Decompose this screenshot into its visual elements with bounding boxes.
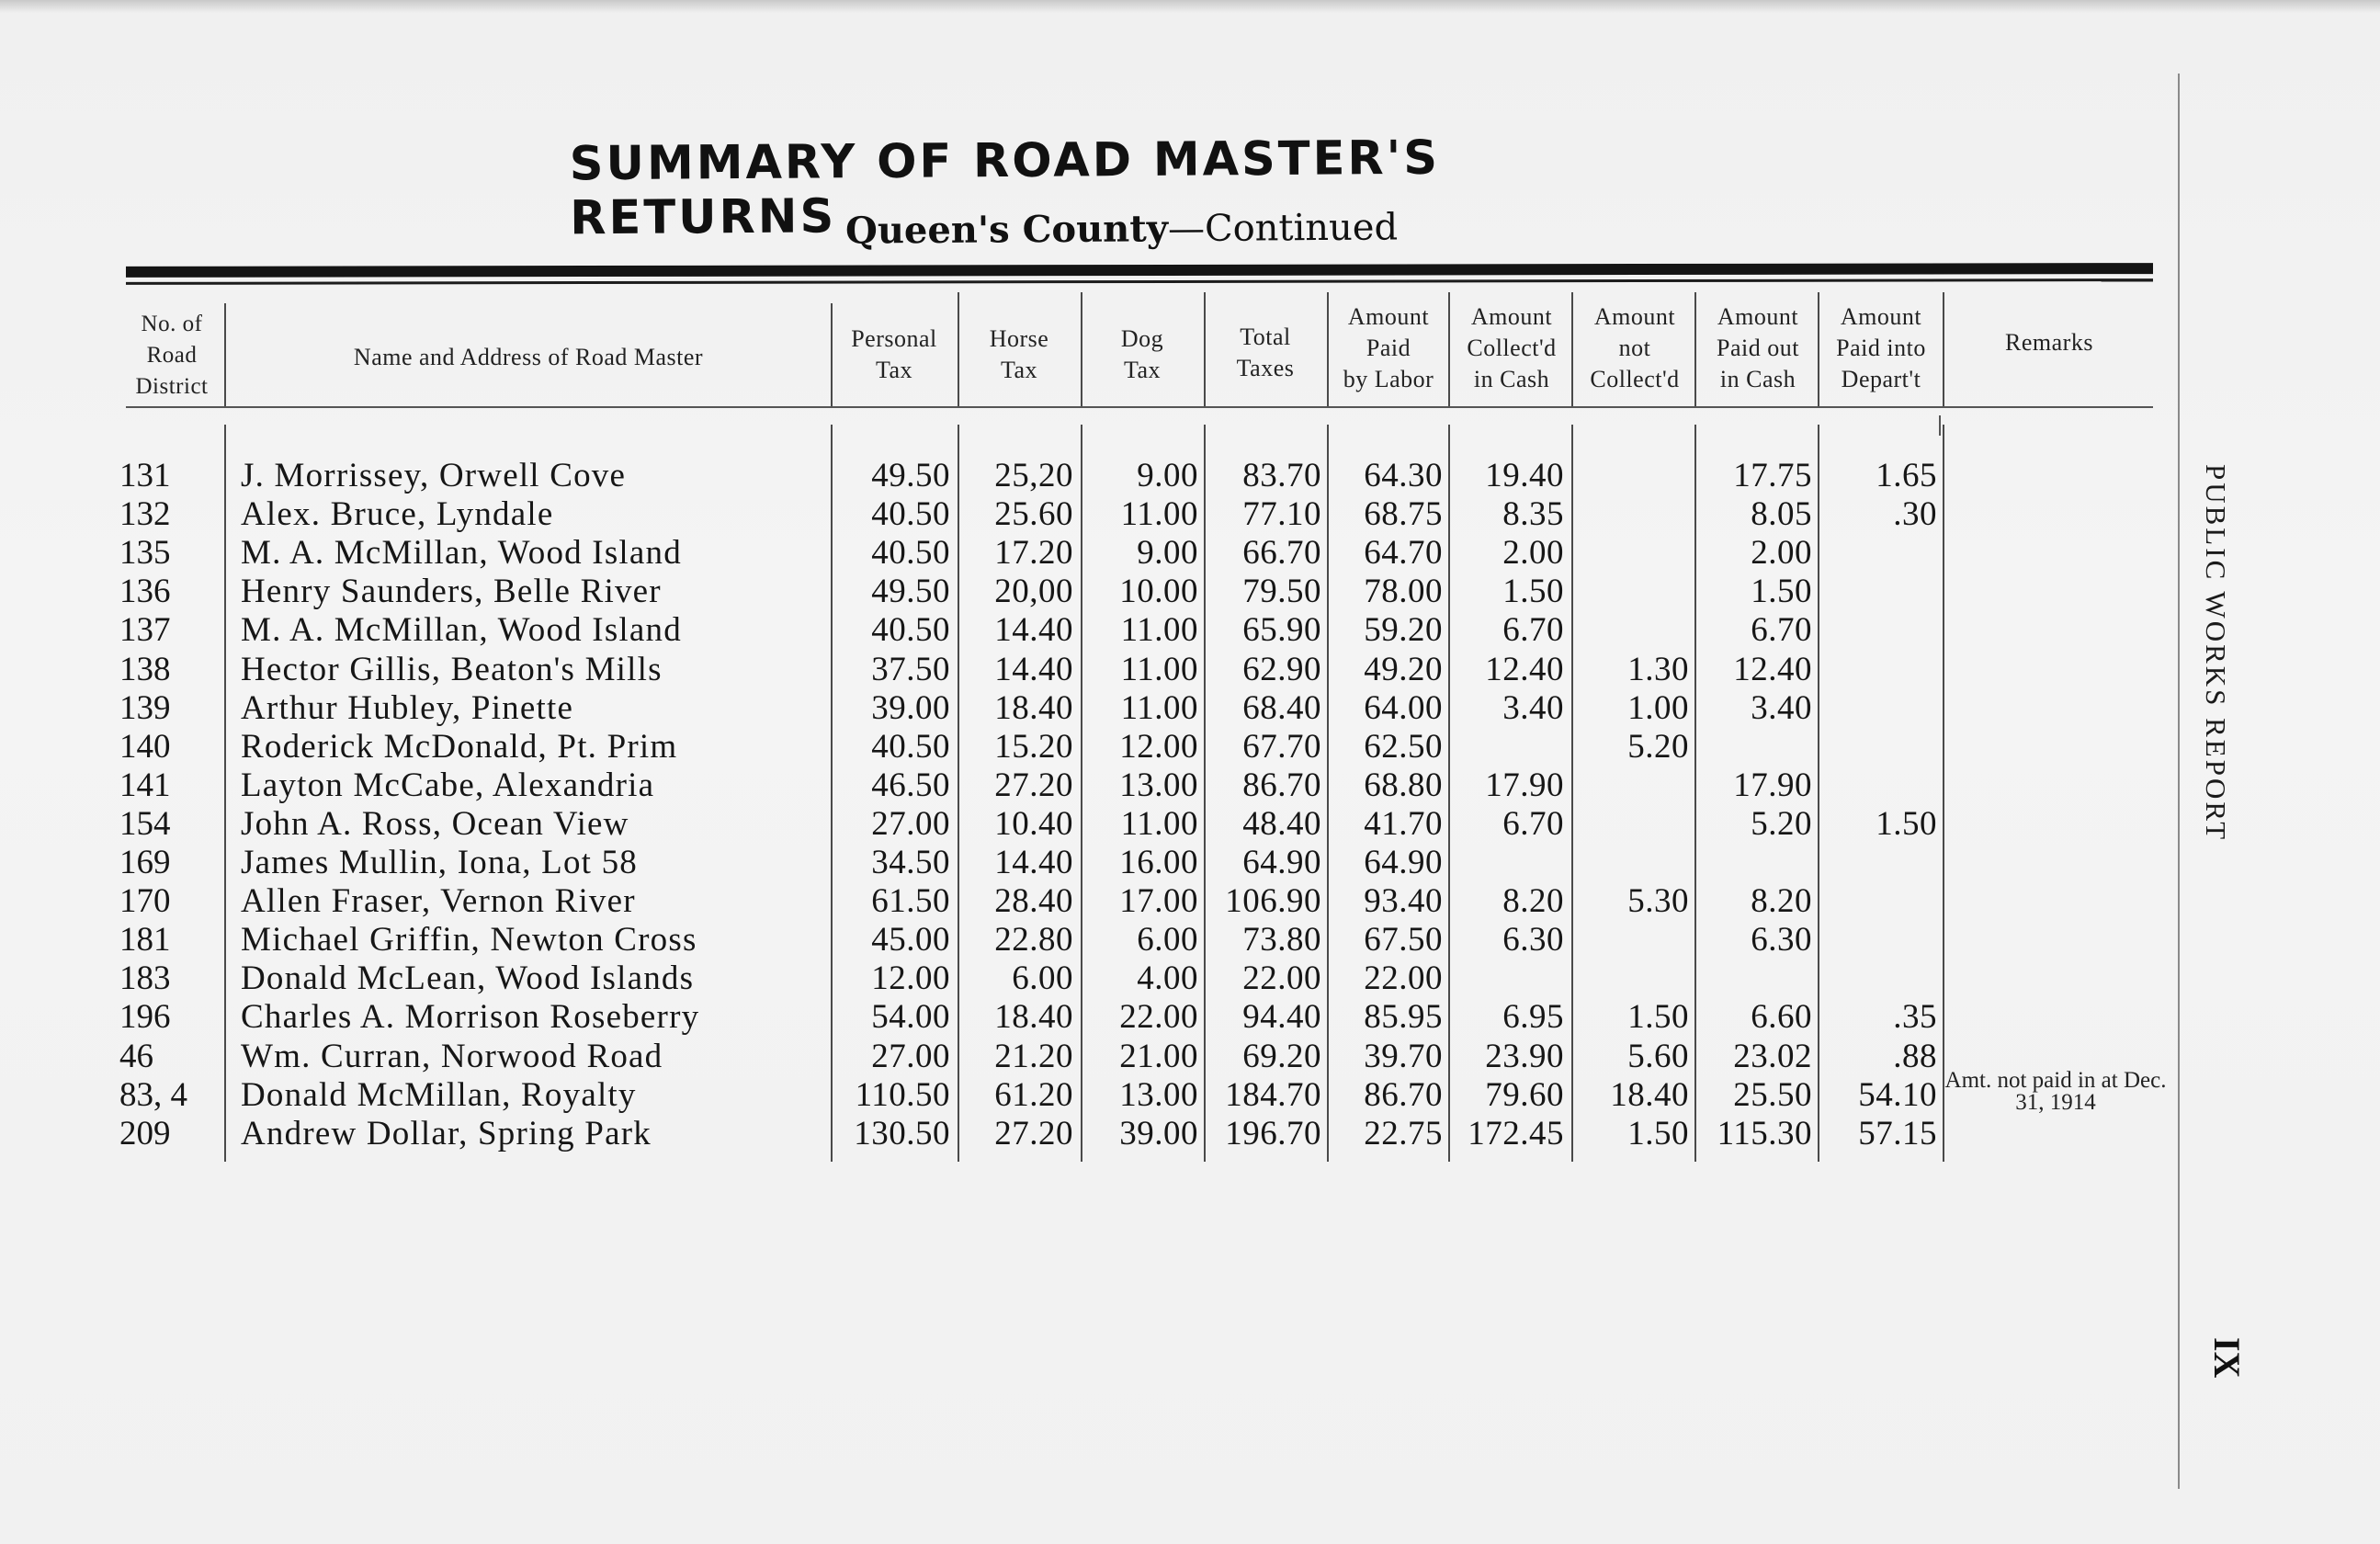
cell-district: 136 bbox=[119, 573, 171, 611]
cell-dog-tax: 4.00 bbox=[1137, 959, 1198, 998]
table-row bbox=[0, 1115, 2114, 1153]
cell-district: 170 bbox=[119, 882, 171, 921]
cell-total-taxes: 184.70 bbox=[1225, 1075, 1321, 1114]
cell-name: Allen Fraser, Vernon River bbox=[241, 882, 636, 921]
cell-paid-by-labor: 78.00 bbox=[1364, 573, 1443, 611]
cell-not-collected: 18.40 bbox=[1610, 1075, 1689, 1114]
cell-total-taxes: 22.00 bbox=[1242, 959, 1321, 998]
cell-name: M. A. McMillan, Wood Island bbox=[241, 534, 682, 573]
cell-paid-out-cash: 6.30 bbox=[1751, 921, 1812, 959]
cell-paid-out-cash: 8.05 bbox=[1751, 495, 1812, 534]
cell-district: 135 bbox=[119, 534, 171, 573]
cell-paid-into-dept: 1.50 bbox=[1876, 804, 1937, 843]
cell-name: James Mullin, Iona, Lot 58 bbox=[241, 844, 638, 881]
cell-total-taxes: 48.40 bbox=[1242, 804, 1321, 843]
cell-horse-tax: 15.20 bbox=[994, 727, 1073, 766]
cell-paid-out-cash: 6.60 bbox=[1751, 998, 1812, 1037]
cell-collected-cash: 6.30 bbox=[1502, 921, 1564, 959]
cell-horse-tax: 61.20 bbox=[994, 1075, 1073, 1114]
cell-horse-tax: 14.40 bbox=[994, 844, 1073, 881]
table-row bbox=[0, 766, 2114, 805]
cell-collected-cash: 6.70 bbox=[1502, 804, 1564, 843]
cell-total-taxes: 62.90 bbox=[1242, 650, 1321, 688]
cell-paid-into-dept: 54.10 bbox=[1858, 1075, 1937, 1114]
cell-total-taxes: 73.80 bbox=[1242, 921, 1321, 959]
cell-district: 132 bbox=[119, 495, 171, 534]
cell-paid-out-cash: 6.70 bbox=[1751, 611, 1812, 650]
col-header-total-taxes: Total Taxes bbox=[1236, 324, 1295, 381]
cell-dog-tax: 13.00 bbox=[1119, 1075, 1198, 1114]
cell-paid-out-cash: 5.20 bbox=[1751, 804, 1812, 843]
cell-district: 140 bbox=[119, 727, 171, 766]
cell-paid-by-labor: 93.40 bbox=[1364, 882, 1443, 921]
header-divider bbox=[1571, 292, 1573, 406]
cell-dog-tax: 10.00 bbox=[1119, 573, 1198, 611]
col-header-paid-by-labor: Amount Paid by Labor bbox=[1343, 303, 1434, 392]
table-row bbox=[0, 651, 2114, 689]
cell-not-collected: 1.00 bbox=[1627, 688, 1689, 727]
cell-personal-tax: 110.50 bbox=[855, 1075, 950, 1114]
table-row bbox=[0, 882, 2114, 921]
cell-total-taxes: 83.70 bbox=[1242, 457, 1321, 494]
header-divider bbox=[1081, 292, 1082, 406]
cell-total-taxes: 79.50 bbox=[1242, 573, 1321, 611]
table-row bbox=[0, 805, 2114, 844]
table-row bbox=[0, 457, 2114, 495]
cell-name: Michael Griffin, Newton Cross bbox=[241, 921, 697, 959]
cell-personal-tax: 54.00 bbox=[871, 998, 950, 1037]
cell-district: 141 bbox=[119, 766, 171, 804]
cell-horse-tax: 18.40 bbox=[994, 688, 1073, 727]
cell-dog-tax: 17.00 bbox=[1119, 882, 1198, 921]
cell-paid-by-labor: 62.50 bbox=[1364, 727, 1443, 766]
header-divider bbox=[1204, 292, 1206, 406]
cell-paid-into-dept: .35 bbox=[1893, 998, 1937, 1037]
cell-name: Hector Gillis, Beaton's Mills bbox=[241, 650, 663, 688]
cell-name: Arthur Hubley, Pinette bbox=[241, 688, 574, 727]
cell-total-taxes: 94.40 bbox=[1242, 998, 1321, 1037]
table-row bbox=[0, 534, 2114, 573]
cell-paid-out-cash: 3.40 bbox=[1751, 688, 1812, 727]
cell-district: 46 bbox=[119, 1037, 153, 1075]
cell-name: Alex. Bruce, Lyndale bbox=[241, 495, 554, 534]
cell-district: 131 bbox=[119, 457, 171, 494]
cell-paid-out-cash: 12.40 bbox=[1733, 650, 1812, 688]
cell-total-taxes: 65.90 bbox=[1242, 611, 1321, 650]
table-row bbox=[0, 495, 2114, 534]
col-header-horse-tax: Horse Tax bbox=[989, 325, 1049, 383]
cell-dog-tax: 21.00 bbox=[1119, 1037, 1198, 1075]
cell-total-taxes: 66.70 bbox=[1242, 534, 1321, 573]
col-header-collected-cash: Amount Collect'd in Cash bbox=[1467, 303, 1557, 392]
cell-total-taxes: 77.10 bbox=[1242, 495, 1321, 534]
table-row bbox=[0, 1038, 2114, 1076]
cell-total-taxes: 196.70 bbox=[1225, 1114, 1321, 1152]
cell-name: Layton McCabe, Alexandria bbox=[241, 766, 655, 804]
header-thick-rule bbox=[126, 263, 2153, 278]
cell-paid-into-dept: .30 bbox=[1893, 495, 1937, 534]
subtitle-county: Queen's County bbox=[844, 207, 1169, 253]
cell-paid-by-labor: 59.20 bbox=[1364, 611, 1443, 650]
cell-paid-out-cash: 17.75 bbox=[1733, 457, 1812, 494]
table-row bbox=[0, 844, 2114, 882]
cell-horse-tax: 14.40 bbox=[994, 650, 1073, 688]
cell-not-collected: 5.60 bbox=[1627, 1037, 1689, 1075]
cell-paid-by-labor: 64.30 bbox=[1364, 457, 1443, 494]
table-row bbox=[0, 921, 2114, 959]
cell-collected-cash: 8.35 bbox=[1502, 495, 1564, 534]
cell-personal-tax: 40.50 bbox=[871, 495, 950, 534]
cell-collected-cash: 17.90 bbox=[1485, 766, 1564, 804]
cell-dog-tax: 11.00 bbox=[1120, 688, 1198, 727]
cell-paid-out-cash: 2.00 bbox=[1751, 534, 1812, 573]
cell-paid-out-cash: 23.02 bbox=[1733, 1037, 1812, 1075]
cell-paid-by-labor: 64.70 bbox=[1364, 534, 1443, 573]
table-row bbox=[0, 959, 2114, 998]
cell-collected-cash: 1.50 bbox=[1502, 573, 1564, 611]
cell-total-taxes: 106.90 bbox=[1225, 882, 1321, 921]
cell-collected-cash: 2.00 bbox=[1502, 534, 1564, 573]
col-header-personal-tax: Personal Tax bbox=[851, 325, 937, 383]
cell-personal-tax: 49.50 bbox=[871, 457, 950, 494]
cell-personal-tax: 61.50 bbox=[871, 882, 950, 921]
cell-collected-cash: 8.20 bbox=[1502, 882, 1564, 921]
cell-paid-by-labor: 22.00 bbox=[1364, 959, 1443, 998]
cell-paid-out-cash: 8.20 bbox=[1751, 882, 1812, 921]
cell-name: Wm. Curran, Norwood Road bbox=[241, 1037, 663, 1075]
cell-personal-tax: 45.00 bbox=[871, 921, 950, 959]
cell-collected-cash: 23.90 bbox=[1485, 1037, 1564, 1075]
header-divider bbox=[1943, 292, 1944, 406]
header-divider bbox=[1818, 292, 1819, 406]
cell-dog-tax: 11.00 bbox=[1120, 650, 1198, 688]
header-divider bbox=[1694, 292, 1696, 406]
cell-not-collected: 1.50 bbox=[1627, 1114, 1689, 1152]
cell-dog-tax: 22.00 bbox=[1119, 998, 1198, 1037]
cell-horse-tax: 27.20 bbox=[994, 766, 1073, 804]
cell-paid-out-cash: 25.50 bbox=[1733, 1075, 1812, 1114]
cell-collected-cash: 79.60 bbox=[1485, 1075, 1564, 1114]
cell-horse-tax: 20,00 bbox=[994, 573, 1073, 611]
cell-paid-by-labor: 85.95 bbox=[1364, 998, 1443, 1037]
cell-not-collected: 5.20 bbox=[1627, 727, 1689, 766]
table-row bbox=[0, 728, 2114, 766]
cell-personal-tax: 27.00 bbox=[871, 804, 950, 843]
cell-dog-tax: 11.00 bbox=[1120, 611, 1198, 650]
cell-collected-cash: 6.95 bbox=[1502, 998, 1564, 1037]
cell-name: Henry Saunders, Belle River bbox=[241, 573, 662, 611]
cell-personal-tax: 49.50 bbox=[871, 573, 950, 611]
cell-paid-by-labor: 67.50 bbox=[1364, 921, 1443, 959]
cell-name: Donald McLean, Wood Islands bbox=[241, 959, 695, 998]
cell-personal-tax: 40.50 bbox=[871, 611, 950, 650]
page-edge-shadow bbox=[0, 0, 2380, 13]
cell-district: 181 bbox=[119, 921, 171, 959]
cell-total-taxes: 64.90 bbox=[1242, 844, 1321, 881]
cell-collected-cash: 19.40 bbox=[1485, 457, 1564, 494]
cell-paid-out-cash: 115.30 bbox=[1717, 1114, 1812, 1152]
cell-name: Charles A. Morrison Roseberry bbox=[241, 998, 700, 1037]
col-header-paid-into-dept: Amount Paid into Depart't bbox=[1836, 303, 1926, 392]
cell-personal-tax: 37.50 bbox=[871, 650, 950, 688]
col-header-paid-out-cash: Amount Paid out in Cash bbox=[1717, 303, 1799, 392]
header-divider bbox=[224, 303, 226, 406]
col-header-not-collected: Amount not Collect'd bbox=[1590, 303, 1680, 392]
cell-horse-tax: 17.20 bbox=[994, 534, 1073, 573]
remark-note: Amt. not paid in at Dec. 31, 1914 bbox=[1944, 1068, 2167, 1115]
cell-paid-by-labor: 64.00 bbox=[1364, 688, 1443, 727]
cell-district: 154 bbox=[119, 804, 171, 843]
cell-horse-tax: 27.20 bbox=[994, 1114, 1073, 1152]
col-header-remarks: Remarks bbox=[2005, 329, 2093, 356]
cell-paid-into-dept: 1.65 bbox=[1876, 457, 1937, 494]
cell-paid-by-labor: 39.70 bbox=[1364, 1037, 1443, 1075]
cell-horse-tax: 18.40 bbox=[994, 998, 1073, 1037]
cell-not-collected: 1.50 bbox=[1627, 998, 1689, 1037]
cell-district: 139 bbox=[119, 688, 171, 727]
cell-district: 83, 4 bbox=[119, 1075, 187, 1114]
cell-paid-by-labor: 64.90 bbox=[1364, 844, 1443, 881]
running-head: PUBLIC WORKS REPORT bbox=[2200, 464, 2232, 843]
cell-dog-tax: 6.00 bbox=[1137, 921, 1198, 959]
cell-dog-tax: 11.00 bbox=[1120, 804, 1198, 843]
cell-paid-by-labor: 68.80 bbox=[1364, 766, 1443, 804]
cell-horse-tax: 25,20 bbox=[994, 457, 1073, 494]
cell-paid-by-labor: 68.75 bbox=[1364, 495, 1443, 534]
header-divider bbox=[1448, 292, 1450, 406]
cell-personal-tax: 12.00 bbox=[871, 959, 950, 998]
cell-paid-out-cash: 1.50 bbox=[1751, 573, 1812, 611]
cell-total-taxes: 68.40 bbox=[1242, 688, 1321, 727]
cell-collected-cash: 3.40 bbox=[1502, 688, 1564, 727]
cell-personal-tax: 34.50 bbox=[871, 844, 950, 881]
cell-name: Donald McMillan, Royalty bbox=[241, 1075, 637, 1114]
cell-paid-out-cash: 17.90 bbox=[1733, 766, 1812, 804]
cell-personal-tax: 40.50 bbox=[871, 534, 950, 573]
cell-not-collected: 1.30 bbox=[1627, 650, 1689, 688]
cell-horse-tax: 21.20 bbox=[994, 1037, 1073, 1075]
header-thin-rule bbox=[126, 278, 2153, 285]
page-title: SUMMARY OF ROAD MASTER'S RETURNS bbox=[569, 131, 1441, 246]
column-header-rule bbox=[126, 406, 2153, 408]
col-header-dog-tax: Dog Tax bbox=[1120, 325, 1164, 383]
cell-dog-tax: 12.00 bbox=[1119, 727, 1198, 766]
cell-collected-cash: 172.45 bbox=[1468, 1114, 1564, 1152]
table-row bbox=[0, 611, 2114, 650]
cell-dog-tax: 9.00 bbox=[1137, 457, 1198, 494]
page-number: IX bbox=[2206, 1337, 2248, 1379]
cell-name: M. A. McMillan, Wood Island bbox=[241, 611, 682, 650]
header-divider bbox=[958, 292, 959, 406]
page-fold-line bbox=[2178, 74, 2180, 1489]
cell-name: J. Morrissey, Orwell Cove bbox=[241, 457, 627, 494]
cell-horse-tax: 22.80 bbox=[994, 921, 1073, 959]
cell-paid-by-labor: 86.70 bbox=[1364, 1075, 1443, 1114]
cell-district: 183 bbox=[119, 959, 171, 998]
cell-horse-tax: 10.40 bbox=[994, 804, 1073, 843]
cell-dog-tax: 13.00 bbox=[1119, 766, 1198, 804]
cell-dog-tax: 16.00 bbox=[1119, 844, 1198, 881]
table-row bbox=[0, 998, 2114, 1037]
cell-horse-tax: 25.60 bbox=[994, 495, 1073, 534]
cell-not-collected: 5.30 bbox=[1627, 882, 1689, 921]
header-divider bbox=[1327, 292, 1329, 406]
table-row bbox=[0, 689, 2114, 728]
cell-district: 196 bbox=[119, 998, 171, 1037]
cell-paid-by-labor: 41.70 bbox=[1364, 804, 1443, 843]
subtitle-continued: —Continued bbox=[1167, 206, 1399, 251]
cell-paid-by-labor: 22.75 bbox=[1364, 1114, 1443, 1152]
cell-personal-tax: 40.50 bbox=[871, 727, 950, 766]
header-divider bbox=[831, 303, 833, 406]
table-row bbox=[0, 1076, 2114, 1115]
cell-total-taxes: 86.70 bbox=[1242, 766, 1321, 804]
cell-district: 209 bbox=[119, 1114, 171, 1152]
cell-district: 169 bbox=[119, 844, 171, 881]
cell-dog-tax: 11.00 bbox=[1120, 495, 1198, 534]
cell-horse-tax: 14.40 bbox=[994, 611, 1073, 650]
cell-district: 137 bbox=[119, 611, 171, 650]
col-header-district: No. of Road District bbox=[135, 312, 209, 399]
table-row bbox=[0, 573, 2114, 611]
cell-collected-cash: 6.70 bbox=[1502, 611, 1564, 650]
header-tick bbox=[1939, 415, 1941, 436]
cell-total-taxes: 69.20 bbox=[1242, 1037, 1321, 1075]
col-header-name: Name and Address of Road Master bbox=[353, 344, 704, 370]
cell-name: John A. Ross, Ocean View bbox=[241, 804, 629, 843]
cell-personal-tax: 130.50 bbox=[854, 1114, 950, 1152]
cell-district: 138 bbox=[119, 650, 171, 688]
cell-collected-cash: 12.40 bbox=[1485, 650, 1564, 688]
cell-paid-by-labor: 49.20 bbox=[1364, 650, 1443, 688]
cell-dog-tax: 39.00 bbox=[1119, 1114, 1198, 1152]
cell-total-taxes: 67.70 bbox=[1242, 727, 1321, 766]
cell-paid-into-dept: .88 bbox=[1893, 1037, 1937, 1075]
cell-paid-into-dept: 57.15 bbox=[1858, 1114, 1937, 1152]
cell-horse-tax: 6.00 bbox=[1012, 959, 1073, 998]
cell-name: Roderick McDonald, Pt. Prim bbox=[241, 727, 678, 766]
cell-dog-tax: 9.00 bbox=[1137, 534, 1198, 573]
page-subtitle bbox=[845, 204, 1544, 252]
cell-personal-tax: 46.50 bbox=[871, 766, 950, 804]
cell-personal-tax: 39.00 bbox=[871, 688, 950, 727]
cell-name: Andrew Dollar, Spring Park bbox=[241, 1114, 652, 1152]
cell-personal-tax: 27.00 bbox=[871, 1037, 950, 1075]
cell-horse-tax: 28.40 bbox=[994, 882, 1073, 921]
